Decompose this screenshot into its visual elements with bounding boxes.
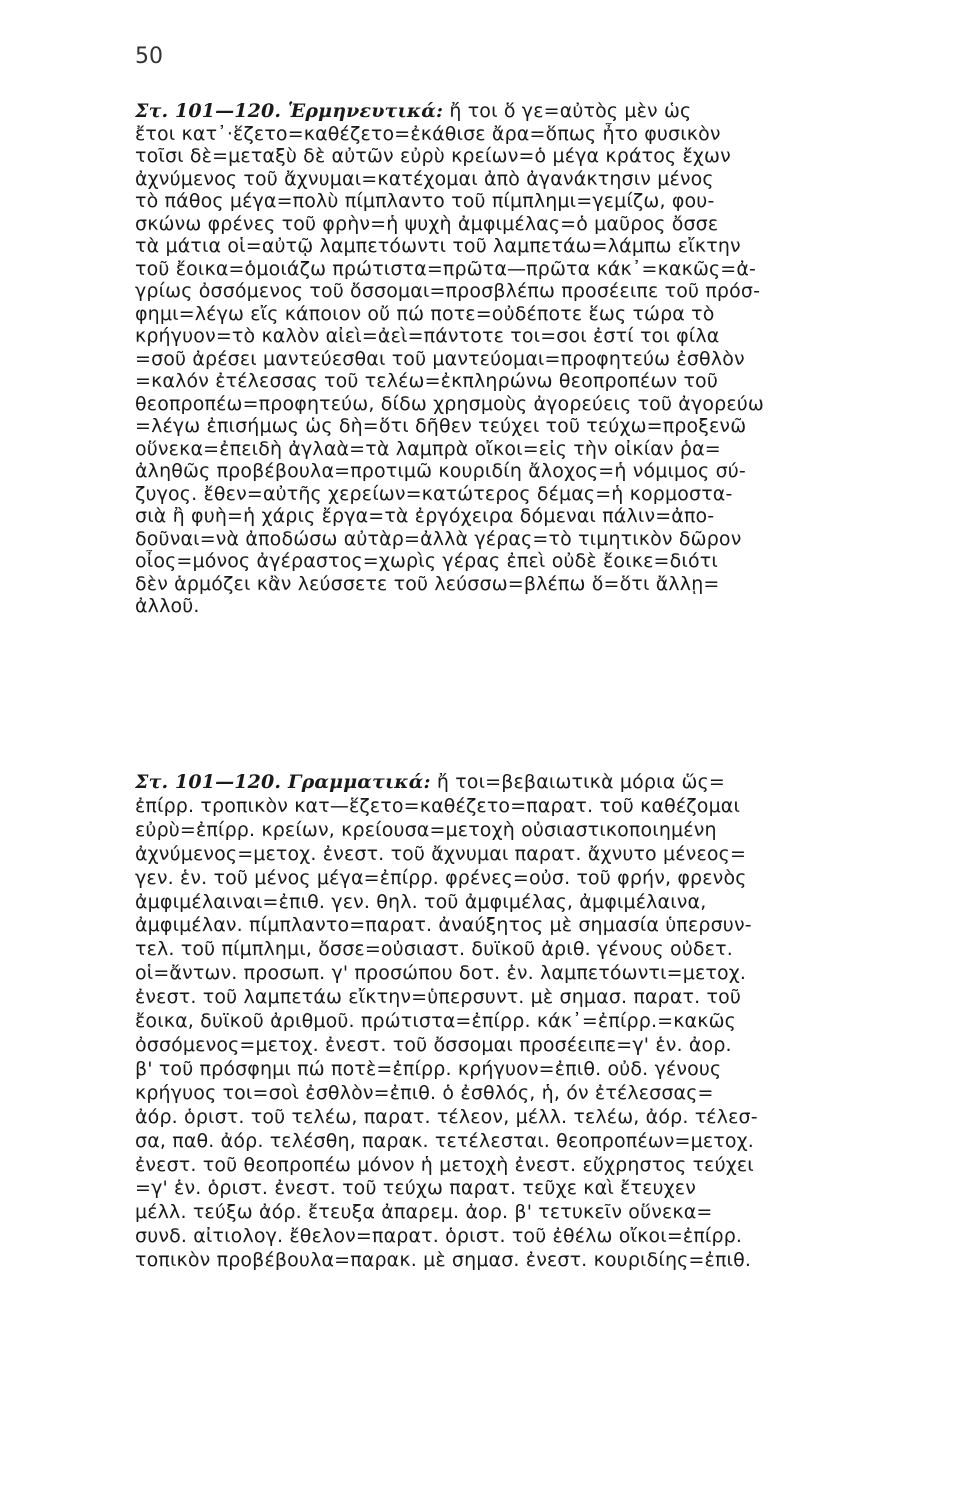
section-hermeneutika [135, 100, 957, 618]
text-line: δὲν ἁρμόζει κἂν λεύσσετε τοῦ λεύσσω=βλέπω ὅ=ὅτι ἄλλῃ= [135, 572, 720, 595]
text-line: ζυγος. ἔθεν=αὐτῆς χερείων=κατώτερος δέμας=ἡ κορμοστα- [135, 482, 733, 505]
section-heading: Στ. 101—120. Γραμματικά: [135, 771, 431, 793]
text-line: φημι=λέγω εἴς κάποιον οὔ πώ ποτε=οὐδέποτε ἕως τώρα τὸ [135, 302, 715, 325]
text-line: κρήγυος τοι=σοὶ ἐσθλὸν=ἐπιθ. ὁ ἐσθλός, ἡ, όν ἐτέλεσσας= [135, 1081, 714, 1104]
text-line: ἀχνύμενος=μετοχ. ἐνεστ. τοῦ ἄχνυμαι παρατ. ἄχνυτο μένεος= [135, 842, 747, 865]
text-line: ὀσσόμενος=μετοχ. ἐνεστ. τοῦ ὄσσομαι προσέειπε=γ' ἑν. ἀορ. [135, 1033, 732, 1056]
text-line: ἀλλοῦ. [135, 595, 200, 617]
text-line: =σοῦ ἀρέσει μαντεύεσθαι τοῦ μαντεύομαι=προφητεύω ἐσθλὸν [135, 347, 745, 370]
text-line: σιὰ ἢ φυὴ=ἡ χάρις ἔργα=τὰ ἐργόχειρα δόμεναι πάλιν=ἀπο- [135, 505, 715, 527]
text-line: ἐνεστ. τοῦ λαμπετάω εἴκτην=ὑπερσυντ. μὲ σημασ. παρατ. τοῦ [135, 986, 742, 1009]
text-line: β' τοῦ πρόσφημι πώ ποτὲ=ἐπίρρ. κρήγυον=ἐπιθ. οὐδ. γένους [135, 1057, 722, 1080]
text-line: οἱ=ἄντων. προσωπ. γ' προσώπου δοτ. ἑν. λαμπετόωντι=μετοχ. [135, 962, 747, 985]
text-line: Στ. 101—120. Γραμματικά: ἤ τοι=βεβαιωτικὰ μόρια ὥς= [135, 771, 725, 793]
text-line: τελ. τοῦ πίμπλημι, ὄσσε=οὐσιαστ. δυϊκοῦ ἀριθ. γένους οὐδετ. [135, 938, 733, 961]
text-line: =γ' ἑν. ὁριστ. ἐνεστ. τοῦ τεύχω παρατ. τεῦχε καὶ ἔτευχεν [135, 1177, 696, 1200]
text-line: ἀμφιμέλαιναι=ἐπιθ. γεν. θηλ. τοῦ ἀμφιμέλας, ἀμφιμέλαινα, [135, 890, 707, 913]
text-line: τοῦ ἔοικα=ὁμοιάζω πρώτιστα=πρῶτα—πρῶτα κάκ᾽=κακῶς=ἀ- [135, 257, 757, 280]
text-line: =καλόν ἐτέλεσσας τοῦ τελέω=ἐκπληρώνω θεοπροπέων τοῦ [135, 370, 718, 392]
text-line: οἶος=μόνος ἀγέραστος=χωρὶς γέρας ἐπεὶ οὐδὲ ἔοικε=διότι [135, 550, 718, 572]
text-line: ἐπίρρ. τροπικὸν κατ—ἕζετο=καθέζετο=παρατ. τοῦ καθέζομαι [135, 794, 741, 817]
section-heading: Στ. 101—120. Ἑρμηνευτικά: [135, 100, 444, 122]
text-line: σκώνω φρένες τοῦ φρὴν=ἡ ψυχὴ ἀμφιμέλας=ὁ μαῦρος ὄσσε [135, 212, 719, 235]
text-line: δοῦναι=νὰ ἀποδώσω αὐτὰρ=ἀλλὰ γέρας=τὸ τιμητικὸν δῶρον [135, 527, 742, 550]
text-line: τὰ μάτια οἱ=αὐτῷ λαμπετόωντι τοῦ λαμπετάω=λάμπω εἴκτην [135, 235, 741, 257]
text-line: ἀχνύμενος τοῦ ἄχνυμαι=κατέχομαι ἀπὸ ἀγανάκτησιν μένος [135, 167, 714, 190]
text-line: τοπικὸν προβέβουλα=παρακ. μὲ σημασ. ἐνεστ. κουριδίης=ἐπιθ. [135, 1249, 752, 1272]
text-line: γεν. ἑν. τοῦ μένος μέγα=ἐπίρρ. φρένες=οὐσ. τοῦ φρήν, φρενὸς [135, 866, 747, 889]
text-line: θεοπροπέω=προφητεύω, δίδω χρησμοὺς ἀγορεύεις τοῦ ἀγορεύω [135, 392, 764, 415]
text-line: ἔτοι κατ᾽·ἕζετο=καθέζετο=ἐκάθισε ἄρα=ὅπως ἦτο φυσικὸν [135, 122, 721, 145]
section-grammatika [135, 771, 957, 1273]
text-line: ἀόρ. ὁριστ. τοῦ τελέω, παρατ. τέλεον, μέλλ. τελέω, ἀόρ. τέλεσ- [135, 1105, 758, 1128]
page-number: 50 [135, 44, 163, 69]
text-line: μέλλ. τεύξω ἀόρ. ἔτευξα ἀπαρεμ. ἀορ. β' τετυκεῖν οὕνεκα= [135, 1201, 713, 1224]
text-line: γρίως ὀσσόμενος τοῦ ὄσσομαι=προσβλέπω προσέειπε τοῦ πρόσ- [135, 280, 761, 302]
text-line: ἐνεστ. τοῦ θεοπροπέω μόνον ἡ μετοχὴ ἐνεστ. εὔχρηστος τεύχει [135, 1153, 754, 1176]
text-line: κρήγυον=τὸ καλὸν αἰεὶ=ἀεὶ=πάντοτε τοι=σοι ἐστί τοι φίλα [135, 325, 720, 347]
text-line: ἀμφιμέλαν. πίμπλαντο=παρατ. ἀναύξητος μὲ σημασία ὑπερσυν- [135, 914, 752, 937]
text-line: τοῖσι δὲ=μεταξὺ δὲ αὐτῶν εὐρὺ κρείων=ὁ μέγα κράτος ἔχων [135, 145, 731, 167]
text-line: οὕνεκα=ἐπειδὴ ἀγλαὰ=τὰ λαμπρὰ οἴκοι=εἰς τὴν οἰκίαν ῥα= [135, 437, 721, 460]
text-line: σα, παθ. ἀόρ. τελέσθη, παρακ. τετέλεσται. θεοπροπέων=μετοχ. [135, 1129, 754, 1152]
text-line: =λέγω ἐπισήμως ὡς δὴ=ὅτι δῆθεν τεύχει τοῦ τεύχω=προξενῶ [135, 415, 747, 437]
text-line: ἀληθῶς προβέβουλα=προτιμῶ κουριδίη ἄλοχος=ἡ νόμιμος σύ- [135, 460, 746, 482]
text-line: εὐρὺ=ἐπίρρ. κρείων, κρείουσα=μετοχὴ οὐσιαστικοποιημένη [135, 818, 717, 841]
text-line: συνδ. αἰτιολογ. ἔθελον=παρατ. ὁριστ. τοῦ ἐθέλω οἴκοι=ἐπίρρ. [135, 1225, 743, 1248]
text-line: ἔοικα, δυϊκοῦ ἀριθμοῦ. πρώτιστα=ἐπίρρ. κάκ᾽=ἐπίρρ.=κακῶς [135, 1010, 736, 1033]
text-line: τὸ πάθος μέγα=πολὺ πίμπλαντο τοῦ πίμπλημι=γεμίζω, φου- [135, 190, 715, 212]
text-line: Στ. 101—120. Ἑρμηνευτικά: ἤ τοι ὅ γε=αὐτὸς μὲν ὡς [135, 100, 692, 122]
